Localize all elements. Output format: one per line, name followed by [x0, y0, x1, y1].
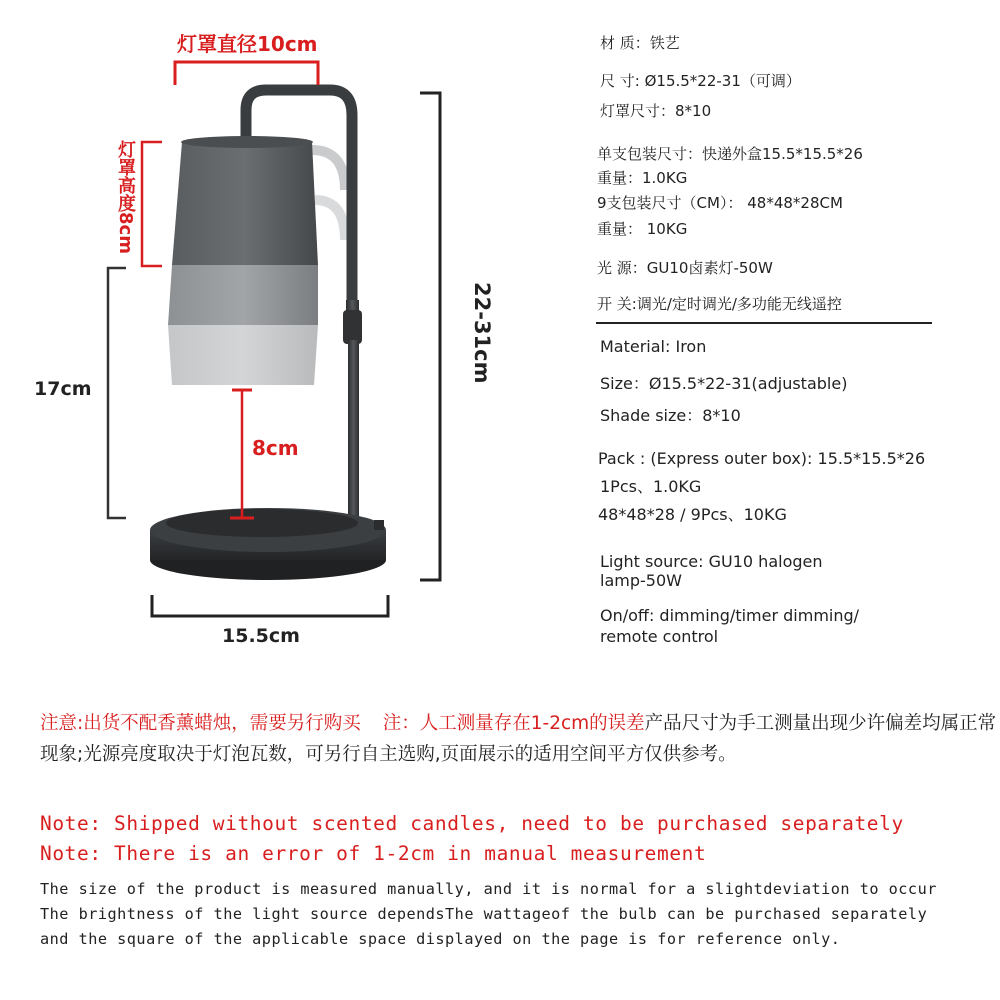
lamp-shade-mid	[168, 265, 318, 325]
lamp-pole-collar	[343, 310, 362, 344]
dim-base-width	[152, 595, 388, 616]
spec-en-pcs-1: 1Pcs、1.0KG	[600, 477, 702, 496]
lamp-shade-dark	[172, 137, 318, 265]
label-base-width: 15.5cm	[222, 625, 300, 647]
note-en-error: Note: There is an error of 1-2cm in manual measurement	[40, 842, 707, 865]
spec-en-light-source-2: lamp-50W	[600, 571, 682, 590]
spec-en-shade-size: Shade size：8*10	[600, 406, 741, 425]
label-17cm: 17cm	[34, 378, 92, 400]
spec-divider	[596, 322, 932, 324]
spec-cn-material: 材 质：铁艺	[600, 34, 680, 52]
lamp-pole	[348, 340, 359, 520]
spec-en-material: Material: Iron	[600, 337, 707, 356]
spec-en-pack: Pack : (Express outer box): 15.5*15.5*26	[598, 449, 926, 468]
note-en-line-2: The brightness of the light source dependsThe wattageof the bulb can be purchased separately	[40, 905, 928, 923]
note-en-line-3: and the square of the applicable space displayed on the page is for reference only.	[40, 930, 841, 948]
label-shade-diameter: 灯罩直径10cm	[177, 32, 318, 56]
spec-cn-switch: 开 关:调光/定时调光/多功能无线遥控	[597, 295, 842, 313]
lamp-shade-light	[168, 325, 318, 385]
spec-en-size: Size：Ø15.5*22-31(adjustable)	[600, 374, 848, 393]
label-shade-height: 灯罩高度8cm	[115, 140, 136, 254]
note-cn-no-candle: 注意:出货不配香薰蜡烛，需要另行购买	[40, 713, 361, 734]
spec-en-onoff-1: On/off: dimming/timer dimming/	[600, 606, 860, 625]
note-en-no-candle: Note: Shipped without scented candles, need to be purchased separately	[40, 812, 904, 835]
spec-cn-package-single: 单支包装尺寸：快递外盒15.5*15.5*26	[597, 145, 863, 163]
spec-en-pcs-9: 48*48*28 / 9Pcs、10KG	[598, 505, 787, 524]
label-lift-8cm: 8cm	[252, 436, 299, 460]
lamp-arm-ghost	[312, 150, 345, 190]
spec-cn-shade-size: 灯罩尺寸：8*10	[600, 102, 712, 120]
dim-shade-height	[142, 142, 162, 266]
spec-cn-package-9: 9支包装尺寸（CM）： 48*48*28CM	[597, 194, 843, 212]
note-cn-error: 注：人工测量存在1-2cm的误差	[382, 713, 645, 734]
spec-en-light-source-1: Light source: GU10 halogen	[600, 552, 823, 571]
spec-cn-weight-single: 重量：1.0KG	[597, 169, 688, 187]
note-cn-body: 产品尺寸为手工测量出现少许偏差均属正常现象;光源亮度取决于灯泡瓦数，可另行自主选购,页面展示的适用空间平方仅供参考。	[40, 713, 997, 765]
note-cn	[40, 708, 1000, 770]
spec-en-onoff-2: remote control	[600, 627, 719, 646]
dim-17cm	[108, 268, 126, 518]
spec-cn-light-source: 光 源：GU10卤素灯-50W	[597, 259, 773, 277]
dim-shade-diameter	[175, 62, 318, 85]
spec-cn-weight-9: 重量： 10KG	[597, 220, 688, 238]
label-total-height: 22-31cm	[470, 282, 494, 384]
dim-total-height	[420, 93, 440, 580]
note-en-line-1: The size of the product is measured manually, and it is normal for a slightdeviation to occur	[40, 880, 937, 898]
spec-cn-size: 尺 寸: Ø15.5*22-31（可调）	[600, 72, 801, 90]
